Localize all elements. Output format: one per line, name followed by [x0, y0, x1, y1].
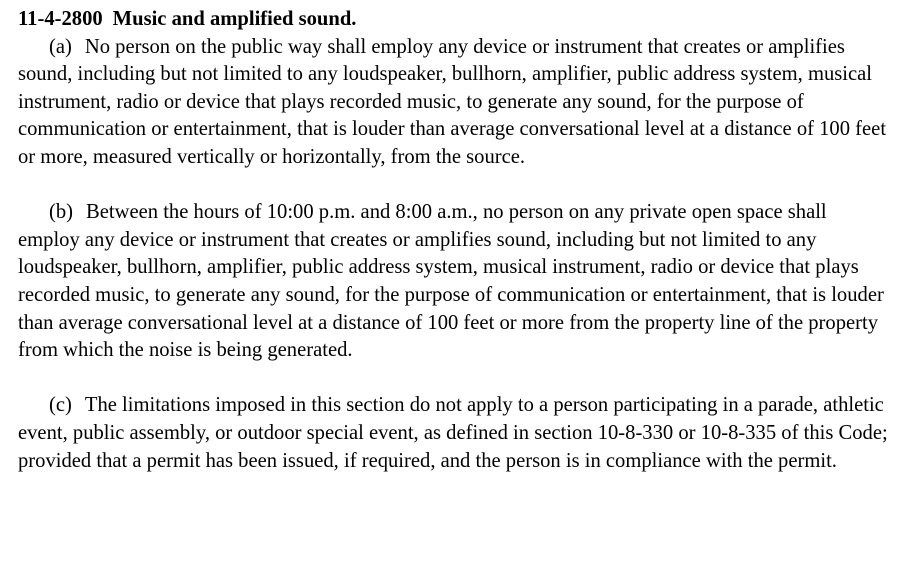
- paragraph-text: Between the hours of 10:00 p.m. and 8:00 a.m., no person on any private open space shall employ any device or instrument that creates or amplifies sound, including but not limited to any loudspeaker, bullhorn, amplifier, public address system, musical instrument, radio or device that plays recorded music, to generate any sound, for the purpose of communication or entertainment, that is louder than average conversational level at a distance of 100 feet or more from the property line of the property from which the noise is being generated.: [18, 201, 884, 362]
- paragraph-c: [18, 392, 888, 475]
- paragraph-b: [18, 199, 888, 365]
- paragraph-text: No person on the public way shall employ any device or instrument that creates or amplifies sound, including but not limited to any loudspeaker, bullhorn, amplifier, public address system, musical instrument, radio or device that plays recorded music, to generate any sound, for the purpose of communication or entertainment, that is louder than average conversational level at a distance of 100 feet or more, measured vertically or horizontally, from the source.: [18, 35, 887, 168]
- section-heading: [18, 6, 888, 34]
- section-number: 11-4-2800: [18, 8, 103, 30]
- section-title: Music and amplified sound.: [112, 8, 357, 30]
- paragraph-marker: (b): [49, 201, 74, 224]
- paragraph-text: The limitations imposed in this section do not apply to a person participating in a parade, athletic event, public assembly, or outdoor special event, as defined in section 10-8-330 or 10-8-335 of this Code; provided that a permit has been issued, if required, and the person is in compliance with the permit.: [18, 394, 888, 472]
- paragraph-marker: (c): [49, 394, 72, 417]
- document-body: [18, 6, 888, 475]
- paragraph-marker: (a): [49, 35, 72, 58]
- paragraph-a: [18, 34, 888, 172]
